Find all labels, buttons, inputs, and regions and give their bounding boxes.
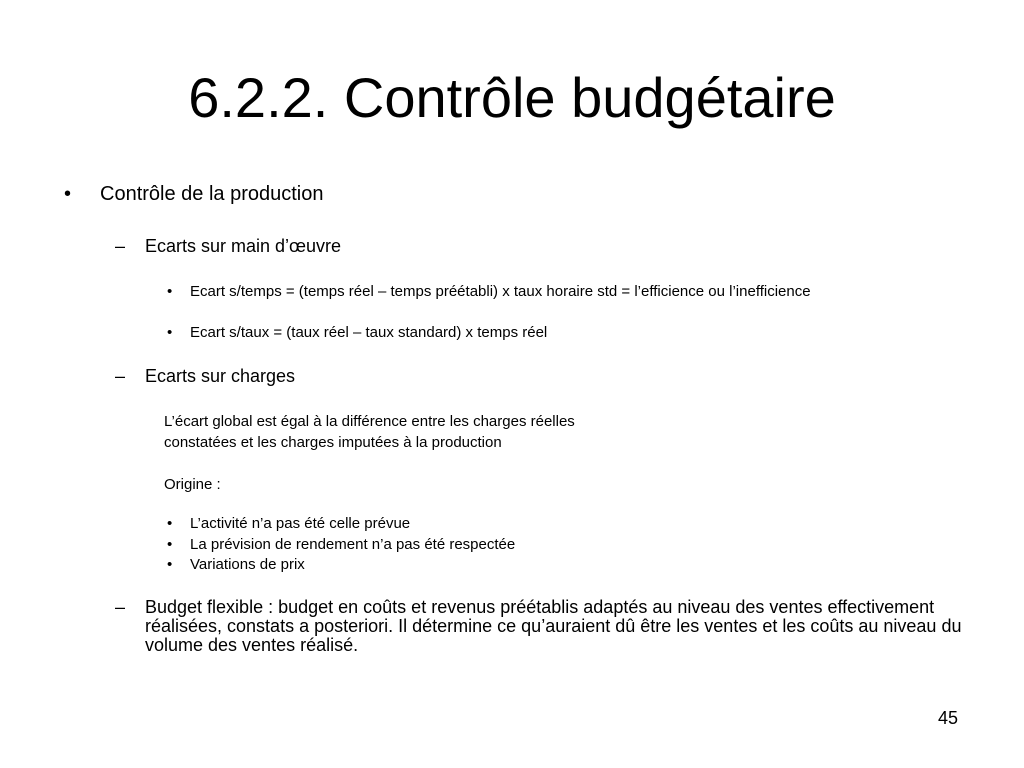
bullet-marker: •	[167, 556, 173, 573]
origine-label: Origine :	[164, 476, 221, 493]
dash-marker: –	[115, 366, 126, 386]
bullet-text: La prévision de rendement n’a pas été respectée	[190, 536, 516, 553]
bullet-marker: •	[167, 515, 173, 532]
bullet-text: Ecart s/taux = (taux réel – taux standard) x temps réel	[190, 324, 548, 341]
bullet-text: L’activité n’a pas été celle prévue	[190, 515, 411, 532]
budget-flexible-text: Budget flexible : budget en coûts et revenus préétablis adaptés au niveau des ventes effectivement réalisées, constats a posteriori. Il détermine ce qu’auraient dû être les ventes et les coûts au niveau du volume des ventes réalisé.	[145, 597, 962, 655]
dash-marker: –	[115, 236, 126, 256]
bullet-marker: •	[167, 324, 173, 341]
bullet-text: Ecart s/temps = (temps réel – temps préétabli) x taux horaire std = l’efficience ou l’inefficience	[190, 283, 811, 300]
bullet-text: Variations de prix	[190, 556, 305, 573]
bullet-marker: •	[64, 183, 72, 205]
dash-marker-budget-flexible: –	[115, 597, 126, 617]
page-number: 45	[938, 708, 959, 728]
slide-title: 6.2.2. Contrôle budgétaire	[188, 66, 836, 129]
charges-paragraph-line1: L’écart global est égal à la différence entre les charges réelles	[164, 413, 575, 430]
bullet-marker: •	[167, 536, 173, 553]
bullet-text: Contrôle de la production	[100, 183, 324, 205]
bullet-marker: •	[167, 283, 173, 300]
dash-text: Ecarts sur charges	[145, 366, 296, 386]
dash-text: Ecarts sur main d’œuvre	[145, 236, 342, 256]
charges-paragraph-line2: constatées et les charges imputées à la production	[164, 434, 502, 451]
